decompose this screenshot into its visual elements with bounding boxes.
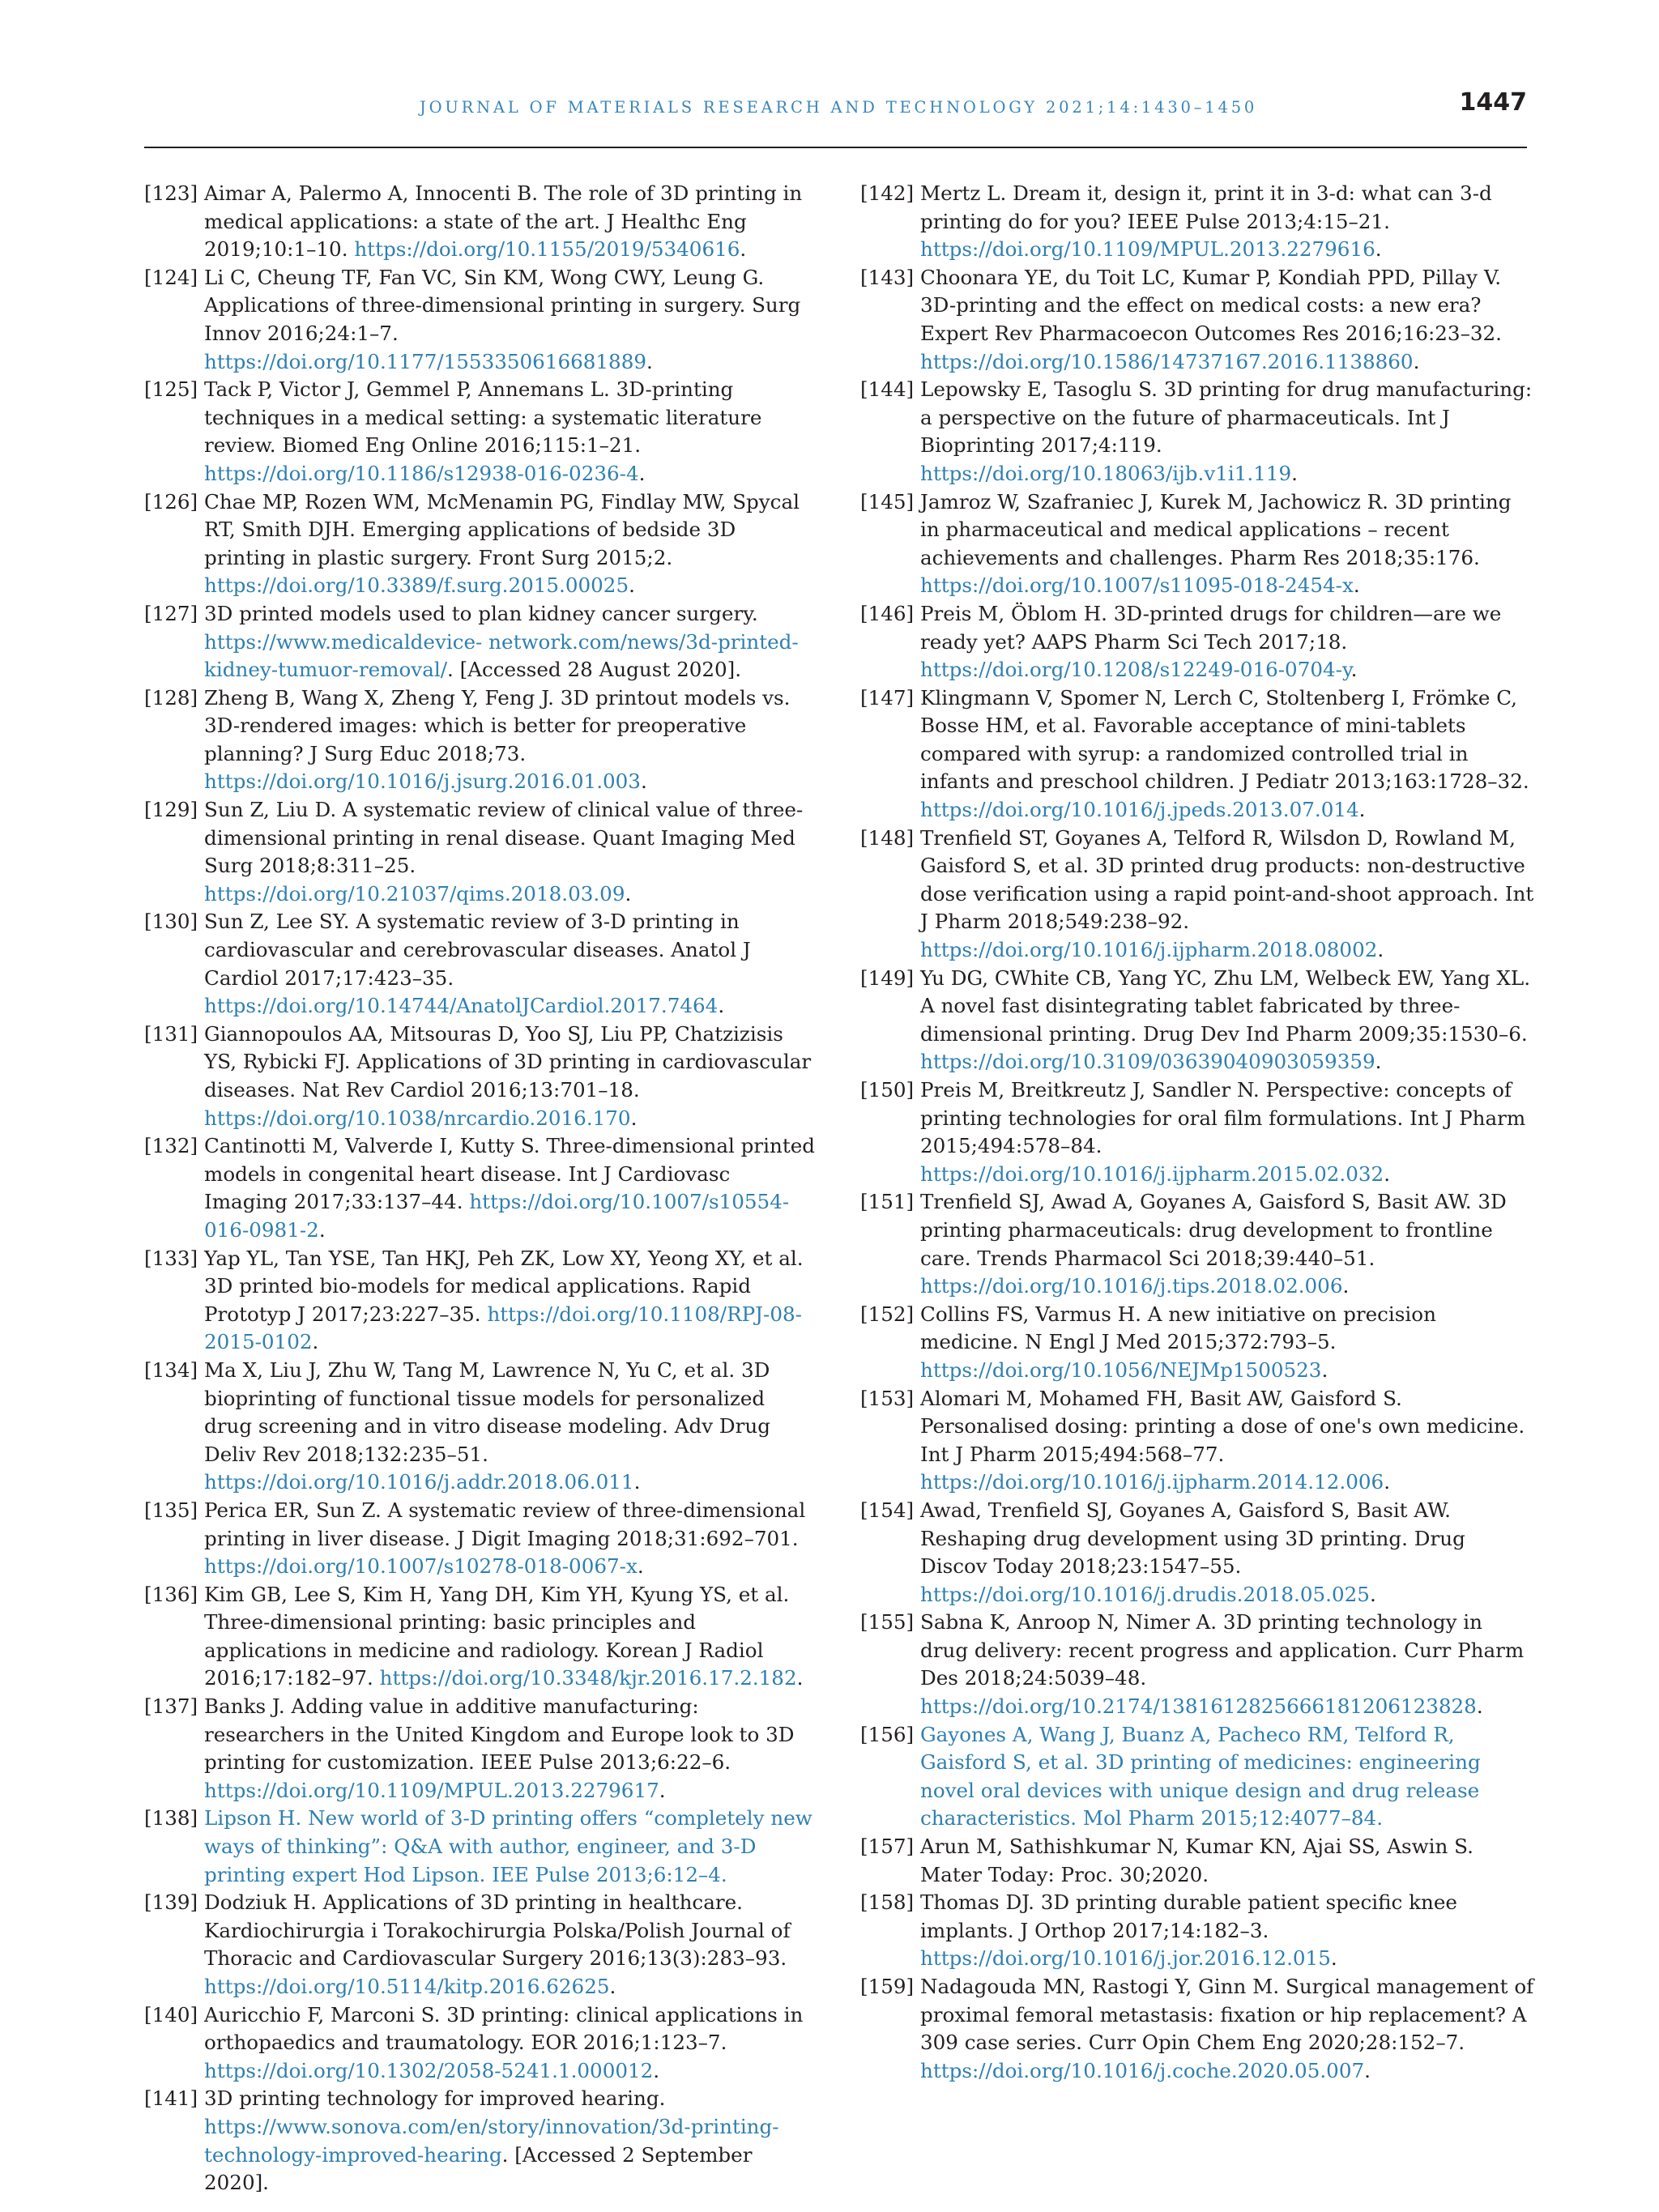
reference-body bbox=[920, 1609, 1534, 1720]
reference-text: Sun Z, Liu D. A systematic review of clinical value of three-dimensional printing in renal disease. Quant Imaging Med Surg 2018;8:311–25. bbox=[204, 798, 804, 878]
reference-body bbox=[920, 488, 1534, 600]
reference-body bbox=[204, 488, 817, 600]
reference-body bbox=[920, 1497, 1534, 1609]
reference-text: Lepowsky E, Tasoglu S. 3D printing for drug manufacturing: a perspective on the future of pharmaceuticals. Int J Bioprinting 2017;4:119. bbox=[920, 377, 1533, 458]
reference-item bbox=[144, 180, 817, 264]
reference-text: Awad, Trenfield SJ, Goyanes A, Gaisford S, Basit AW. Reshaping drug development using 3D printing. Drug Discov Today 2018;23:1547–55. bbox=[920, 1498, 1465, 1579]
reference-number: [145] bbox=[860, 489, 915, 514]
reference-link[interactable]: https://doi.org/10.1109/MPUL.2013.2279617 bbox=[204, 1778, 659, 1802]
reference-link[interactable]: https://doi.org/10.1016/j.ijpharm.2018.08002 bbox=[920, 938, 1378, 962]
reference-body bbox=[204, 1497, 817, 1581]
reference-link[interactable]: https://doi.org/10.2174/1381612825666181206123828 bbox=[920, 1694, 1477, 1719]
reference-number: [157] bbox=[860, 1835, 915, 1859]
reference-text: Zheng B, Wang X, Zheng Y, Feng J. 3D printout models vs. 3D-rendered images: which is better for preoperative planning? J Surg Educ 2018;73. bbox=[204, 685, 791, 765]
reference-item bbox=[860, 684, 1534, 825]
reference-body bbox=[204, 1889, 817, 2001]
reference-link[interactable]: https://doi.org/10.3348/kjr.2016.17.2.182 bbox=[379, 1666, 797, 1690]
reference-number: [155] bbox=[860, 1610, 915, 1634]
reference-body bbox=[920, 684, 1534, 825]
reference-link[interactable]: https://doi.org/10.1586/14737167.2016.1138860 bbox=[920, 349, 1414, 373]
reference-number: [127] bbox=[144, 601, 198, 625]
reference-text: Jamroz W, Szafraniec J, Kurek M, Jachowicz R. 3D printing in pharmaceutical and medical applications – recent achievements and challenges. Pharm Res 2018;35:176. bbox=[920, 489, 1512, 569]
reference-link[interactable]: https://doi.org/10.1208/s12249-016-0704-y bbox=[920, 658, 1351, 682]
reference-tail: . bbox=[1330, 1946, 1337, 1971]
running-header bbox=[144, 83, 1527, 148]
reference-number: [142] bbox=[860, 181, 915, 205]
reference-link[interactable]: https://doi.org/10.1016/j.jor.2016.12.015 bbox=[920, 1946, 1331, 1971]
reference-body bbox=[920, 965, 1534, 1076]
reference-item bbox=[860, 1301, 1534, 1385]
reference-body bbox=[204, 1581, 817, 1693]
reference-item bbox=[144, 1805, 817, 1889]
reference-link[interactable]: https://doi.org/10.1016/j.jsurg.2016.01.003 bbox=[204, 769, 641, 794]
references-column-right bbox=[860, 180, 1534, 2085]
page-number: 1447 bbox=[1459, 88, 1527, 117]
reference-tail: . bbox=[1358, 798, 1366, 822]
reference-item bbox=[860, 1076, 1534, 1188]
reference-body bbox=[204, 1693, 817, 1805]
reference-tail: . bbox=[312, 1330, 319, 1354]
reference-text: Thomas DJ. 3D printing durable patient specific knee implants. J Orthop 2017;14:182–3. bbox=[920, 1890, 1457, 1942]
reference-item bbox=[860, 1609, 1534, 1720]
reference-tail: . bbox=[1321, 1357, 1328, 1382]
reference-number: [128] bbox=[144, 685, 198, 710]
reference-body bbox=[920, 825, 1534, 965]
reference-text: Gayones A, Wang J, Buanz A, Pacheco RM, Telford R, Gaisford S, et al. 3D printing of medicines: engineering novel oral devices with unique design and drug release characteristics. Mol Pharm 2015;12:4077–84 bbox=[920, 1722, 1481, 1831]
reference-number: [146] bbox=[860, 601, 915, 625]
reference-body[interactable] bbox=[204, 1805, 817, 1889]
reference-tail: . bbox=[609, 1975, 616, 1998]
reference-item bbox=[144, 2001, 817, 2086]
reference-body bbox=[204, 2085, 817, 2197]
reference-text: Mertz L. Dream it, design it, print it in 3-d: what can 3-d printing do for you? IEEE Pulse 2013;4:15–21. bbox=[920, 181, 1492, 233]
reference-item bbox=[860, 1497, 1534, 1609]
reference-tail: . bbox=[1342, 1274, 1350, 1298]
reference-body bbox=[204, 684, 817, 796]
reference-link[interactable]: https://doi.org/10.1186/s12938-016-0236-4 bbox=[204, 461, 639, 485]
reference-link[interactable]: https://doi.org/10.1016/j.ijpharm.2014.12.006 bbox=[920, 1470, 1384, 1494]
reference-body bbox=[920, 1301, 1534, 1385]
reference-link[interactable]: https://doi.org/10.1056/NEJMp1500523 bbox=[920, 1357, 1322, 1382]
reference-number: [134] bbox=[144, 1357, 198, 1382]
reference-body bbox=[920, 180, 1534, 264]
reference-item bbox=[144, 684, 817, 796]
reference-tail: . bbox=[796, 1666, 804, 1690]
reference-text: 3D printed models used to plan kidney cancer surgery. bbox=[204, 601, 758, 625]
journal-citation: JOURNAL OF MATERIALS RESEARCH AND TECHNOLOGY 2021;14:1430–1450 bbox=[420, 98, 1258, 117]
reference-link[interactable]: https://www.sonova.com/en/story/innovation/3d-printing-technology-improved-hearing bbox=[204, 2114, 779, 2167]
reference-link[interactable]: https://doi.org/10.18063/ijb.v1i1.119 bbox=[920, 461, 1292, 485]
reference-number: [151] bbox=[860, 1190, 915, 1214]
reference-body bbox=[204, 1357, 817, 1497]
reference-link[interactable]: https://doi.org/10.1007/s10554-016-0981-2 bbox=[204, 1190, 790, 1242]
reference-link[interactable]: https://doi.org/10.1016/j.ijpharm.2015.02.032 bbox=[920, 1161, 1384, 1186]
reference-number: [147] bbox=[860, 685, 915, 710]
reference-text: Li C, Cheung TF, Fan VC, Sin KM, Wong CWY, Leung G. Applications of three-dimensional printing in surgery. Surg Innov 2016;24:1–7. bbox=[204, 265, 801, 345]
reference-link[interactable]: https://doi.org/10.1016/j.addr.2018.06.011 bbox=[204, 1470, 634, 1494]
reference-number: [136] bbox=[144, 1582, 198, 1606]
reference-text: Trenfield SJ, Awad A, Goyanes A, Gaisford S, Basit AW. 3D printing pharmaceuticals: drug development to frontline care. Trends Pharmacol Sci 2018;39:440–51. bbox=[920, 1190, 1507, 1270]
reference-number: [129] bbox=[144, 798, 198, 822]
reference-number: [135] bbox=[144, 1498, 198, 1522]
reference-item bbox=[860, 1889, 1534, 1973]
reference-tail: . bbox=[1413, 349, 1420, 373]
reference-item bbox=[860, 376, 1534, 488]
reference-item bbox=[144, 908, 817, 1020]
reference-text: Cantinotti M, Valverde I, Kutty S. Three-dimensional printed models in congenital heart disease. Int J Cardiovasc Imaging 2017;33:137–44. bbox=[204, 1134, 816, 1214]
reference-tail: . bbox=[1369, 1582, 1376, 1606]
reference-tail: . bbox=[1364, 2058, 1371, 2082]
reference-item bbox=[860, 1973, 1534, 2085]
reference-body bbox=[920, 1385, 1534, 1497]
reference-number: [137] bbox=[144, 1694, 198, 1719]
reference-item bbox=[144, 1497, 817, 1581]
reference-tail: . bbox=[637, 1554, 644, 1579]
reference-text: Collins FS, Varmus H. A new initiative on precision medicine. N Engl J Med 2015;372:793–5. bbox=[920, 1302, 1436, 1354]
reference-link[interactable]: https://doi.org/10.1016/j.tips.2018.02.006 bbox=[920, 1274, 1343, 1298]
reference-number: [125] bbox=[144, 377, 198, 402]
reference-link[interactable]: https://doi.org/10.1016/j.jpeds.2013.07.014 bbox=[920, 798, 1359, 822]
references-column-left bbox=[144, 180, 817, 2197]
reference-link[interactable]: https://doi.org/10.1302/2058-5241.1.000012 bbox=[204, 2058, 654, 2082]
reference-item bbox=[144, 1245, 817, 1357]
reference-item bbox=[144, 1693, 817, 1805]
reference-item bbox=[860, 264, 1534, 376]
reference-tail: . [Accessed 28 August 2020]. bbox=[447, 658, 742, 682]
reference-number: [153] bbox=[860, 1386, 915, 1410]
reference-number: [143] bbox=[860, 265, 915, 289]
reference-item bbox=[144, 488, 817, 600]
reference-body bbox=[920, 1076, 1534, 1188]
reference-item bbox=[860, 600, 1534, 684]
reference-tail: . bbox=[629, 573, 635, 598]
reference-number: [149] bbox=[860, 965, 915, 990]
reference-item bbox=[860, 180, 1534, 264]
reference-body bbox=[920, 264, 1534, 376]
reference-link[interactable]: https://doi.org/10.3389/f.surg.2015.00025 bbox=[204, 573, 629, 598]
reference-tail: . bbox=[1375, 1050, 1382, 1074]
reference-text: 3D printing technology for improved hearing. bbox=[204, 2086, 666, 2111]
reference-text: Perica ER, Sun Z. A systematic review of three-dimensional printing in liver disease. J Digit Imaging 2018;31:692–701. bbox=[204, 1498, 806, 1550]
reference-tail: . bbox=[740, 237, 747, 262]
reference-tail: . bbox=[1377, 938, 1384, 962]
reference-tail: . bbox=[318, 1217, 326, 1242]
reference-tail: . bbox=[1353, 573, 1360, 598]
reference-text: Alomari M, Mohamed FH, Basit AW, Gaisford S. Personalised dosing: printing a dose of one's own medicine. Int J Pharm 2015;494:568–77. bbox=[920, 1386, 1525, 1466]
reference-text: Dodziuk H. Applications of 3D printing in healthcare. Kardiochirurgia i Torakochirurgia Polska/Polish Journal of Thoracic and Cardiovascular Surgery 2016;13(3):283–93. bbox=[204, 1890, 791, 1971]
reference-item bbox=[860, 1385, 1534, 1497]
reference-body bbox=[920, 1889, 1534, 1973]
reference-number: [131] bbox=[144, 1021, 198, 1046]
reference-text: Giannopoulos AA, Mitsouras D, Yoo SJ, Liu PP, Chatzizisis YS, Rybicki FJ. Applications of 3D printing in cardiovascular diseases. Nat Rev Cardiol 2016;13:701–18. bbox=[204, 1021, 812, 1102]
reference-number: [158] bbox=[860, 1890, 915, 1915]
reference-link[interactable]: https://doi.org/10.14744/AnatolJCardiol.2017.7464 bbox=[204, 994, 719, 1018]
reference-item bbox=[144, 600, 817, 684]
reference-item bbox=[144, 1357, 817, 1497]
reference-link[interactable]: https://doi.org/10.21037/qims.2018.03.09 bbox=[204, 881, 625, 906]
reference-number: [148] bbox=[860, 825, 915, 850]
reference-tail: . bbox=[1375, 237, 1382, 262]
reference-body[interactable] bbox=[920, 1721, 1534, 1833]
reference-text: Klingmann V, Spomer N, Lerch C, Stoltenberg I, Frömke C, Bosse HM, et al. Favorable acceptance of mini-tablets compared with syrup: a randomized controlled trial in infants and preschool children. J Pediatr 2013;163:1728–32. bbox=[920, 685, 1529, 794]
reference-tail: . bbox=[718, 994, 725, 1018]
reference-text: Banks J. Adding value in additive manufacturing: researchers in the United Kingdom and Europe look to 3D printing for customization. IEEE Pulse 2013;6:22–6. bbox=[204, 1694, 795, 1775]
reference-item bbox=[144, 1581, 817, 1693]
reference-body bbox=[920, 376, 1534, 488]
reference-link[interactable]: https://doi.org/10.5114/kitp.2016.62625 bbox=[204, 1975, 610, 1998]
reference-body bbox=[204, 908, 817, 1020]
reference-tail: . bbox=[1476, 1694, 1483, 1719]
reference-tail: . bbox=[625, 881, 632, 906]
reference-number: [132] bbox=[144, 1134, 198, 1158]
reference-link[interactable]: https://doi.org/10.1007/s10278-018-0067-x bbox=[204, 1554, 638, 1579]
reference-number: [144] bbox=[860, 377, 915, 402]
reference-text: Preis M, Breitkreutz J, Sandler N. Perspective: concepts of printing technologies for oral film formulations. Int J Pharm 2015;494:578–84. bbox=[920, 1078, 1526, 1158]
reference-text: Nadagouda MN, Rastogi Y, Ginn M. Surgical management of proximal femoral metastasis: fixation or hip replacement? A 309 case series. Curr Opin Chem Eng 2020;28:152–7. bbox=[920, 1975, 1534, 2055]
reference-number: [138] bbox=[144, 1806, 198, 1831]
reference-body bbox=[204, 796, 817, 908]
reference-tail: . bbox=[646, 349, 653, 373]
reference-item bbox=[860, 965, 1534, 1076]
reference-body bbox=[204, 180, 817, 264]
reference-body bbox=[920, 1973, 1534, 2085]
reference-tail: . bbox=[1291, 461, 1298, 485]
reference-text: Sun Z, Lee SY. A systematic review of 3-D printing in cardiovascular and cerebrovascular diseases. Anatol J Cardiol 2017;17:423–35. bbox=[204, 910, 751, 990]
reference-text: Yap YL, Tan YSE, Tan HKJ, Peh ZK, Low XY, Yeong XY, et al. 3D printed bio-models for medical applications. Rapid Prototyp J 2017;23:227–35. bbox=[204, 1246, 804, 1326]
reference-body bbox=[920, 600, 1534, 684]
reference-item bbox=[144, 376, 817, 488]
reference-item bbox=[860, 825, 1534, 965]
reference-link[interactable]: https://doi.org/10.1177/1553350616681889 bbox=[204, 349, 646, 373]
reference-text: Ma X, Liu J, Zhu W, Tang M, Lawrence N, Yu C, et al. 3D bioprinting of functional tissue models for personalized drug screening and in vitro disease modeling. Adv Drug Deliv Rev 2018;132:235–51. bbox=[204, 1357, 770, 1466]
reference-body bbox=[204, 1245, 817, 1357]
reference-item bbox=[860, 1721, 1534, 1833]
reference-text: Tack P, Victor J, Gemmel P, Annemans L. 3D-printing techniques in a medical setting: a systematic literature review. Biomed Eng Online 2016;115:1–21. bbox=[204, 377, 762, 458]
reference-number: [150] bbox=[860, 1078, 915, 1102]
reference-body bbox=[920, 1833, 1534, 1889]
reference-text: Kim GB, Lee S, Kim H, Yang DH, Kim YH, Kyung YS, et al. Three-dimensional printing: basic principles and applications in medicine and radiology. Korean J Radiol 2016;17:182–97. bbox=[204, 1582, 790, 1690]
reference-item bbox=[144, 1132, 817, 1244]
reference-number: [126] bbox=[144, 489, 198, 514]
reference-item bbox=[144, 2085, 817, 2197]
reference-tail: . bbox=[1350, 658, 1358, 682]
reference-text: Choonara YE, du Toit LC, Kumar P, Kondiah PPD, Pillay V. 3D-printing and the effect on medical costs: a new era? Expert Rev Pharmacoecon Outcomes Res 2016;16:23–32. bbox=[920, 265, 1502, 345]
reference-number: [133] bbox=[144, 1246, 198, 1270]
reference-number: [159] bbox=[860, 1975, 915, 1998]
reference-tail: . bbox=[1376, 1806, 1384, 1831]
reference-link[interactable]: https://doi.org/10.3109/03639040903059359 bbox=[920, 1050, 1375, 1074]
reference-number: [156] bbox=[860, 1722, 915, 1746]
reference-text: Auricchio F, Marconi S. 3D printing: clinical applications in orthopaedics and traumatology. EOR 2016;1:123–7. bbox=[204, 2002, 804, 2055]
reference-item bbox=[144, 796, 817, 908]
reference-tail: . bbox=[630, 1106, 638, 1130]
reference-tail: . bbox=[633, 1470, 641, 1494]
reference-text: Lipson H. New world of 3-D printing offers “completely new ways of thinking”: Q&A with author, engineer, and 3-D printing expert Hod Lipson. IEE Pulse 2013;6:12–4. bbox=[204, 1806, 812, 1886]
reference-body bbox=[204, 376, 817, 488]
reference-link[interactable]: https://www.medicaldevice- network.com/news/3d-printed-kidney-tumuor-removal/ bbox=[204, 629, 799, 682]
reference-tail: . [Accessed 2 September 2020]. bbox=[204, 2142, 753, 2195]
reference-text: Trenfield ST, Goyanes A, Telford R, Wilsdon D, Rowland M, Gaisford S, et al. 3D printed drug products: non-destructive dose verification using a rapid point-and-shoot approach. Int J Pharm 2018;549:238–92. bbox=[920, 825, 1534, 934]
reference-link[interactable]: https://doi.org/10.1016/j.coche.2020.05.007 bbox=[920, 2058, 1365, 2082]
reference-text: Preis M, Öblom H. 3D-printed drugs for children—are we ready yet? AAPS Pharm Sci Tech 2017;18. bbox=[920, 601, 1502, 654]
reference-link[interactable]: https://doi.org/10.1155/2019/5340616 bbox=[354, 237, 740, 262]
reference-link[interactable]: https://doi.org/10.1108/RPJ-08-2015-0102 bbox=[204, 1302, 802, 1354]
reference-tail: . bbox=[640, 769, 647, 794]
reference-number: [154] bbox=[860, 1498, 915, 1522]
reference-tail: . bbox=[653, 2058, 660, 2082]
reference-tail: . bbox=[1384, 1161, 1391, 1186]
reference-item bbox=[144, 1889, 817, 2001]
reference-item bbox=[860, 488, 1534, 600]
reference-body bbox=[204, 2001, 817, 2086]
reference-link[interactable]: https://doi.org/10.1038/nrcardio.2016.170 bbox=[204, 1106, 631, 1130]
reference-link[interactable]: https://doi.org/10.1007/s11095-018-2454-x bbox=[920, 573, 1354, 598]
reference-text: Chae MP, Rozen WM, McMenamin PG, Findlay MW, Spycal RT, Smith DJH. Emerging applications of bedside 3D printing in plastic surgery. Front Surg 2015;2. bbox=[204, 489, 800, 569]
reference-link[interactable]: https://doi.org/10.1109/MPUL.2013.2279616 bbox=[920, 237, 1375, 262]
reference-number: [123] bbox=[144, 181, 198, 205]
reference-item bbox=[144, 1021, 817, 1132]
reference-item bbox=[860, 1833, 1534, 1889]
reference-text: Aimar A, Palermo A, Innocenti B. The role of 3D printing in medical applications: a state of the art. J Healthc Eng 2019;10:1–10. bbox=[204, 181, 803, 262]
reference-tail: . bbox=[659, 1778, 666, 1802]
reference-text: Yu DG, CWhite CB, Yang YC, Zhu LM, Welbeck EW, Yang XL. A novel fast disintegrating tablet fabricated by three-dimensional printing. Drug Dev Ind Pharm 2009;35:1530–6. bbox=[920, 965, 1531, 1046]
reference-body bbox=[204, 264, 817, 376]
reference-text: Arun M, Sathishkumar N, Kumar KN, Ajai SS, Aswin S. Mater Today: Proc. 30;2020. bbox=[920, 1835, 1473, 1886]
reference-number: [140] bbox=[144, 2002, 198, 2027]
reference-item bbox=[860, 1188, 1534, 1300]
reference-number: [139] bbox=[144, 1890, 198, 1915]
reference-body bbox=[204, 600, 817, 684]
reference-number: [130] bbox=[144, 910, 198, 934]
reference-tail: . bbox=[1384, 1470, 1391, 1494]
reference-number: [152] bbox=[860, 1302, 915, 1326]
reference-number: [124] bbox=[144, 265, 198, 289]
reference-number: [141] bbox=[144, 2086, 198, 2111]
reference-link[interactable]: https://doi.org/10.1016/j.drudis.2018.05.025 bbox=[920, 1582, 1370, 1606]
reference-body bbox=[204, 1021, 817, 1132]
reference-tail: . bbox=[638, 461, 646, 485]
reference-text: Sabna K, Anroop N, Nimer A. 3D printing technology in drug delivery: recent progress and application. Curr Pharm Des 2018;24:5039–48. bbox=[920, 1610, 1525, 1690]
reference-item bbox=[144, 264, 817, 376]
reference-body bbox=[204, 1132, 817, 1244]
reference-body bbox=[920, 1188, 1534, 1300]
